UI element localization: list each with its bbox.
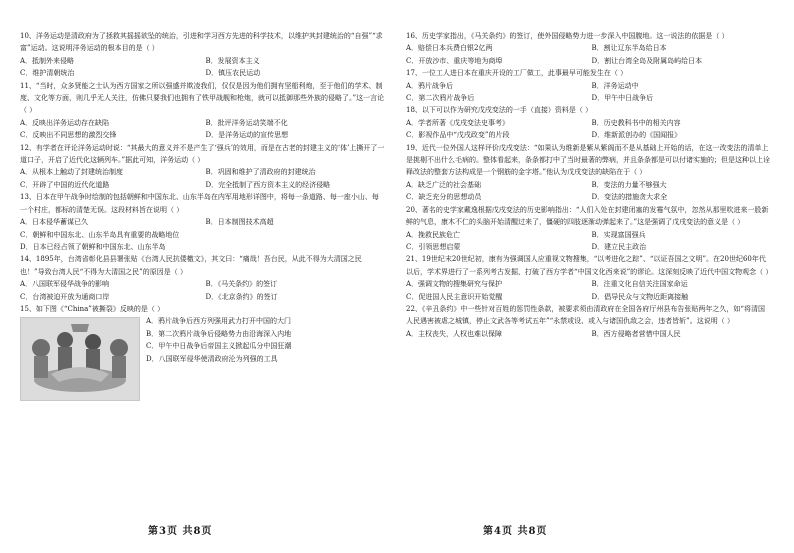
option-c[interactable]: C．引领思想启蒙 [406,242,461,251]
question-stem: 13、日本在甲午战争时绘制的包括朝鲜和中国东北、山东半岛在内军用地形详图中，将每一条道路、每一座小山、每一个村庄，都标的清楚无误。这段材料旨在说明（ ） [20,193,379,214]
option-d[interactable]: D．是洋务运动的宣传思想 [205,131,289,140]
option-c[interactable]: C．台湾被迫开放为通商口岸 [20,292,110,301]
answer-options [406,179,771,204]
question-20 [406,204,771,254]
option-d[interactable]: D．甲午中日战争后 [591,94,654,103]
answer-options [20,55,385,80]
option-a[interactable]: A．鸦片战争后 [406,81,454,90]
option-d[interactable]: D．完全抵制了西方资本主义的经济侵略 [205,180,331,189]
answer-options [20,166,385,191]
option-d[interactable]: D．变法的措施贪大求全 [591,193,668,202]
question-stem: 16、历史学家指出，《马关条约》的签订，使外国侵略势力进一步深入中国腹地。这一说法的依据是（ ） [406,32,729,40]
answer-options [146,315,385,365]
option-b[interactable]: B．第二次鸦片战争后侵略势力由沿海深入内地 [146,329,292,338]
cartoon-image [21,318,139,400]
page-number-right: 第4页 共8页 [483,526,548,537]
option-b[interactable]: B．日本制图技术高超 [205,218,274,227]
option-b[interactable]: B．洋务运动中 [591,81,639,90]
option-b[interactable]: B．实现富国强兵 [591,230,646,239]
question-stem: 11、“当时，众多贤能之士认为西方国家之所以强盛并欺凌我们，仅仅是因为他们拥有坚船利炮，至于他们的学术、制度、文化等方面，则几乎无人关注，仿佛只要我们也拥有了铁甲战舰和枪炮，就可以抵御那些外族的侵略了。”这一言论（ ） [20,81,385,115]
option-a[interactable]: A．主权丧失，人权也难以保障 [406,329,503,338]
option-d[interactable]: D．建立民主政治 [591,242,647,251]
answer-options [406,229,771,254]
option-d[interactable]: D．日本已经占领了朝鲜和中国东北、山东半岛 [20,242,166,251]
option-c[interactable]: C．维护清朝统治 [20,69,75,78]
question-12 [20,142,385,192]
option-b[interactable]: B．变法的力量不够强大 [591,180,667,189]
option-a[interactable]: A．赔偿日本兵费白银2亿两 [406,44,493,53]
right-column [406,30,771,340]
question-16 [406,30,771,67]
option-a[interactable]: A．八国联军侵华战争的影响 [20,280,110,289]
question-stem: 19、近代一位外国人这样评价戊戌变法：“如果认为维新是紫从紫阁而不是从基础上开始的话，在这一改变法的清单上是挑剔不出什么毛病的。整体看起来，条条都打中了当时最著的弊病，并且条条都是可以付诸实施的；但是这种以上诠释改法的整套方法构成是一个钢筋的金字塔。”他认为戊戌变法的缺陷在于（ ） [406,143,770,177]
question-stem: 15、如下图《“China”被撕裂》反映的是（ ） [20,304,165,313]
question-19 [406,142,771,204]
option-c[interactable]: C．朝鲜和中国东北、山东半岛具有重要的战略地位 [20,230,180,239]
option-a[interactable]: A．挽救民族危亡 [406,230,461,239]
question-18 [406,104,771,141]
answer-options [406,80,771,105]
option-b[interactable]: B．割让辽东半岛给日本 [591,44,667,53]
option-b[interactable]: B．西方侵略者营惜中国人民 [591,329,681,338]
option-a[interactable]: A．强调文物的搜集研究与保护 [406,280,503,289]
answer-options [406,278,771,303]
option-c[interactable]: C．缺乏充分的思想动员 [406,193,482,202]
answer-options [406,117,771,142]
option-a[interactable]: A．缺乏广泛的社会基础 [406,180,482,189]
option-c[interactable]: C．甲午中日战争后帝国主义掀起瓜分中国狂潮 [146,342,292,351]
option-b[interactable]: B．发展资本主义 [205,56,260,65]
answer-options [20,216,385,228]
option-a[interactable]: A．从根本上触动了封建统治制度 [20,168,124,177]
answer-options [20,117,385,142]
option-b[interactable]: B．批评洋务运动笑端不化 [205,118,288,127]
question-17 [406,67,771,104]
option-c[interactable]: C．第二次鸦片战争后 [406,94,475,103]
option-a[interactable]: A．日本侵华蓄谋已久 [20,218,89,227]
question-14 [20,253,385,303]
answer-options-wide [20,229,385,254]
option-b[interactable]: B．《马关条约》的签订 [205,280,278,289]
option-c[interactable]: C．反映出不同思想的激烈交锋 [20,131,117,140]
option-b[interactable]: B．注重文化自信关注国家命运 [591,280,688,289]
question-15-body [20,315,385,401]
question-stem: 14、1895年，台湾省彰化县县署张贴《台湾人民抗倭檄文》，其文曰：“痛哉！吾台民，从此不得为大清国之民也！”导致台湾人民“不得为大清国之民”的原因是（ ） [20,255,362,276]
question-13 [20,191,385,253]
option-d[interactable]: D．割让台湾全岛及附属岛屿给日本 [591,56,703,65]
china-torn-cartoon [20,317,140,401]
option-d[interactable]: D．《北京条约》的签订 [205,292,278,301]
answer-options [20,278,385,303]
option-a[interactable]: A．反映出洋务运动存在缺陷 [20,118,110,127]
option-c[interactable]: C．影视作品中“戊戌政变”的片段 [406,131,510,140]
option-c[interactable]: C．开放沙市、重庆等地为商埠 [406,56,503,65]
option-d[interactable]: D．八国联军侵华使清政府沦为列强的工具 [146,354,278,363]
question-21 [406,253,771,303]
question-stem: 20、著名的史学家戴逸根据戊戌变法的历史影响指出：“人们入处在封建闭塞的发霉气氛中，忽然从那里吹进来一股新鲜的气息，康木不仁的头脑开始清醒过来了，僵硬的四肢逐渐动弹起来了。”这是强调了戊戌变法的意义是（ ） [406,205,769,227]
question-stem: 12、有学者在评论洋务运动时说：“其最大的意义并不是产生了‘强兵’的效用，而是在古老的封建主义的‘体’上撕开了一道口子，开启了近代化这辆列车。”据此可知，洋务运动（ ） [20,143,385,165]
answer-options [406,42,771,67]
option-d[interactable]: D．维新派创办的《国闻报》 [591,131,682,140]
question-stem: 10、洋务运动是清政府为了拯救其摇摇欲坠的统治，引进和学习西方先进的科学技术，以维护其封建统治的“自强”“求富”运动。这说明洋务运动的根本目的是（ ） [20,32,383,53]
option-a[interactable]: A．学者所著《戊戌变法史事考》 [406,118,510,127]
option-c[interactable]: C．开辟了中国的近代化道路 [20,180,110,189]
question-15 [20,303,385,401]
question-22 [406,303,771,340]
option-d[interactable]: D．镇压农民运动 [205,69,261,78]
option-d[interactable]: D．倡导民众与文物近距离接触 [591,292,689,301]
question-stem: 18、以下可以作为研究戊戌变法的一手（直接）资料是（ ） [406,106,593,115]
option-c[interactable]: C．促进国人民主意识开始觉醒 [406,292,503,301]
option-b[interactable]: B．巩固和维护了清政府的封建统治 [205,168,316,177]
answer-options [406,328,771,340]
question-stem: 17、一位工人进日本在重庆开设的工厂做工，此事最早可能发生在（ ） [406,69,628,78]
option-b[interactable]: B．历史教科书中的相关内容 [591,118,681,127]
question-11 [20,80,385,142]
question-stem: 22、《辛丑条约》中一些针对百姓的惩罚性条款，被要求须由清政府在全国各府厅州县布告张贴两年之久，如“将清国人民遇害被虐之城镇，停止文武各等考试五年”“永禁或设、或入与诸国仇敌之会，违者皆斩”。这说明（ ） [406,304,765,326]
question-10 [20,30,385,80]
option-a[interactable]: A．鸦片战争后西方列强用武力打开中国的大门 [146,317,292,326]
question-stem: 21、19世纪末20世纪初，康有为强调国人应重视文物搜集，“以考进化之踪”、“以证吾国之文明”。在20世纪60年代以后，学术界进行了一系列考古发掘，打破了西方学者“中国文化西来说”的谬论。这深刻反映了近代中国文物观念（ ） [406,255,773,276]
page-number-left: 第3页 共8页 [148,526,213,537]
left-column [20,30,385,401]
option-a[interactable]: A．抵制外来侵略 [20,56,75,65]
